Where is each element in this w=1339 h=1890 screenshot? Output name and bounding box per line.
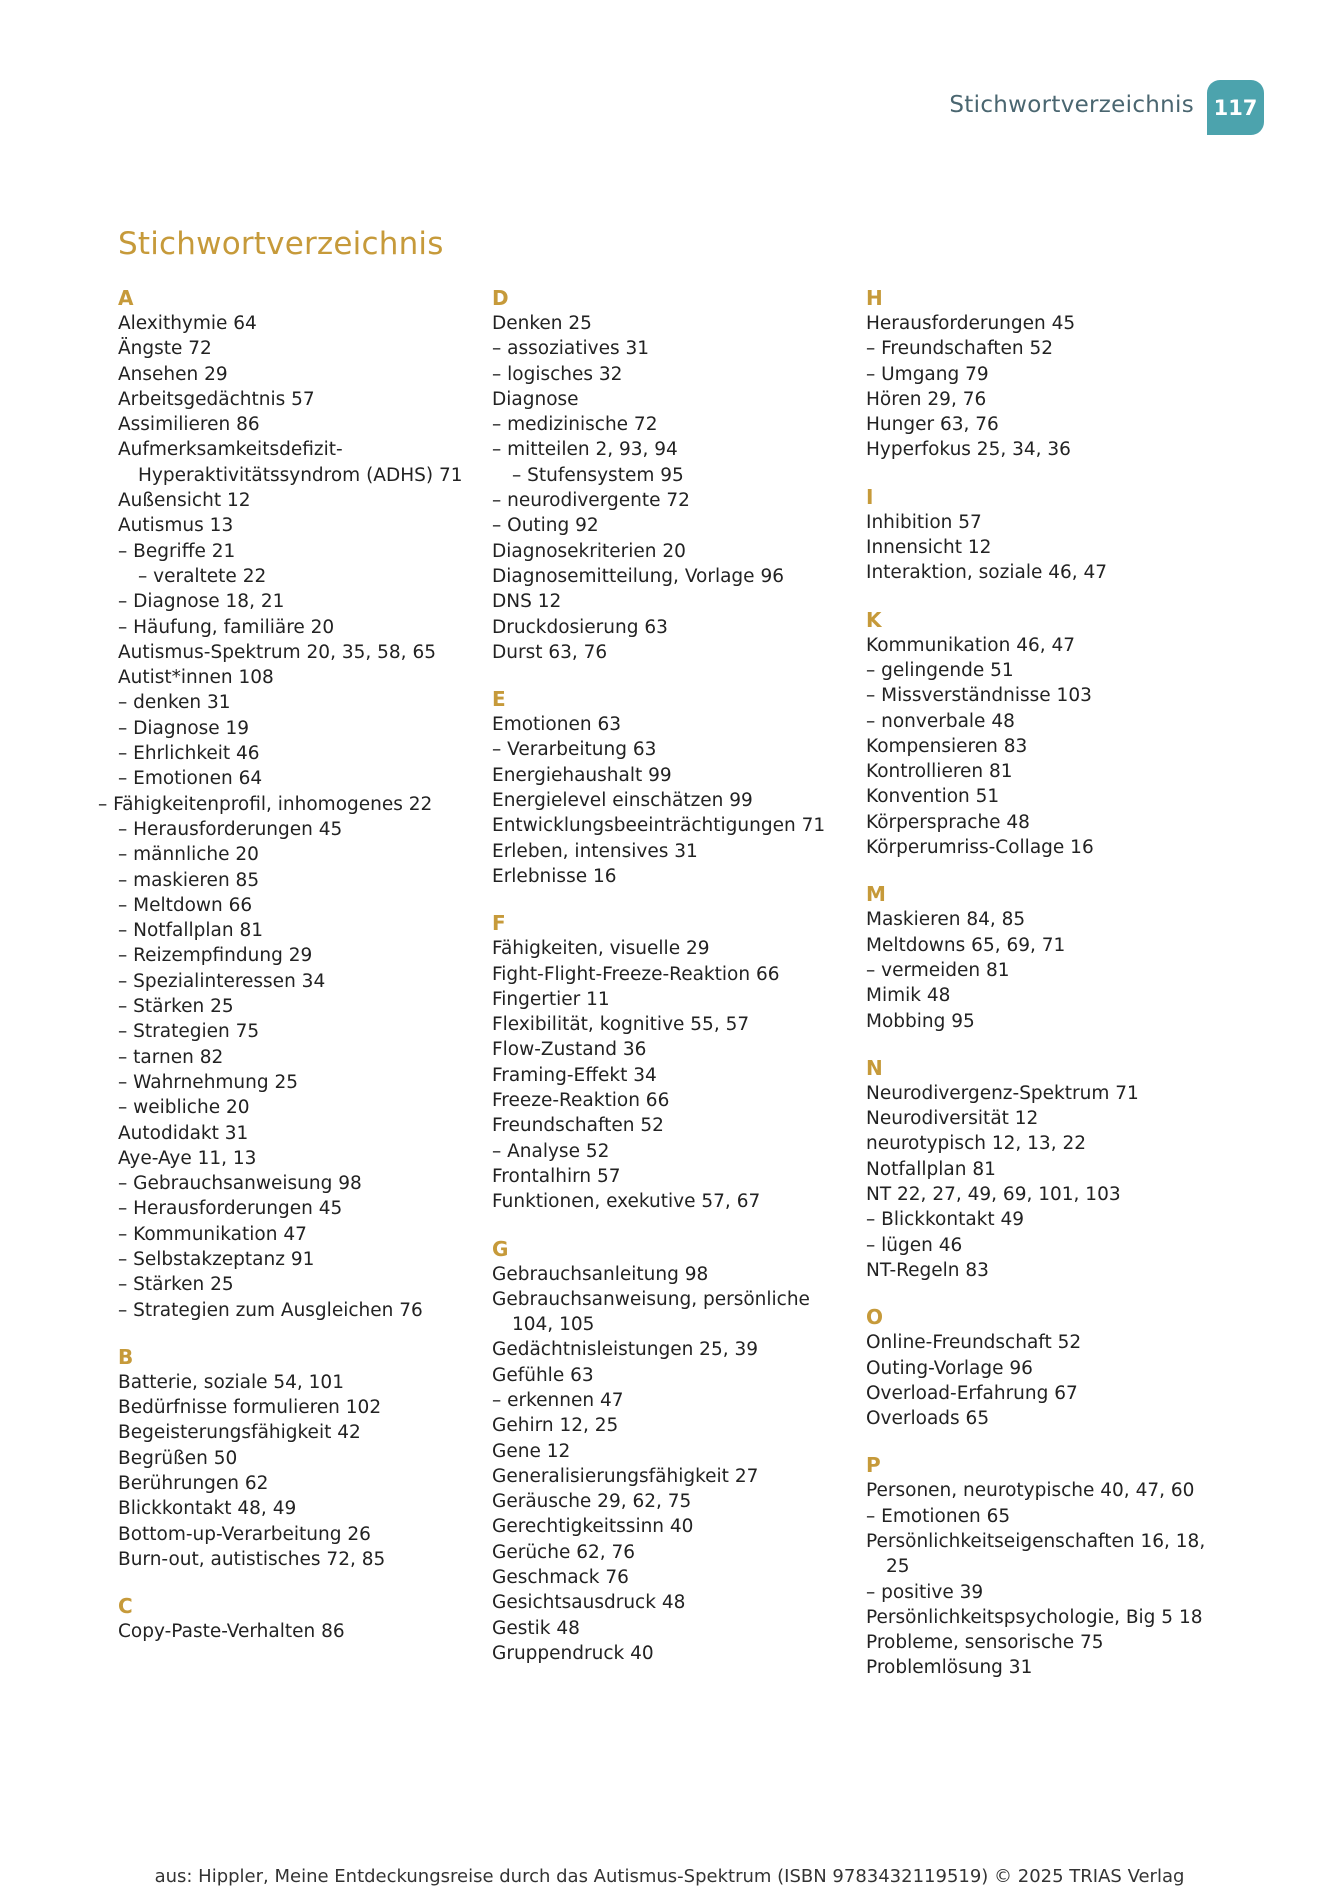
index-entry: Copy-Paste-Verhalten 86	[118, 1621, 345, 1643]
index-entry: Problemlösung 31	[866, 1657, 1033, 1679]
index-subentry: – Diagnose 19	[118, 717, 250, 739]
index-column-3	[866, 286, 1226, 1703]
index-entry: Framing-Effekt 34	[492, 1064, 657, 1086]
index-entry: Persönlichkeitspsychologie, Big 5 18	[866, 1606, 1203, 1628]
index-section-d	[492, 286, 852, 665]
index-subentry: – Kommunikation 47	[118, 1223, 307, 1245]
index-subentry: – Ehrlichkeit 46	[118, 743, 260, 765]
index-entry: Erleben, intensives 31	[492, 840, 698, 862]
index-entry: Freundschaften 52	[492, 1115, 664, 1137]
index-subentry: – Reizempfindung 29	[118, 945, 313, 967]
index-entry: Burn-out, autistisches 72, 85	[118, 1548, 386, 1570]
index-entry: Begrüßen 50	[118, 1447, 238, 1469]
index-entry: Autodidakt 31	[118, 1122, 249, 1144]
index-entry: Erlebnisse 16	[492, 865, 617, 887]
section-letter: B	[118, 1344, 134, 1369]
index-entry: Hören 29, 76	[866, 388, 987, 410]
index-entry: Entwicklungsbeeinträchtigungen 71	[492, 815, 826, 837]
index-entry: NT-Regeln 83	[866, 1259, 989, 1281]
index-entry: Overloads 65	[866, 1408, 990, 1430]
index-subentry: – Stufensystem 95	[512, 464, 684, 486]
index-entry: Druckdosierung 63	[492, 616, 668, 638]
index-section-k	[866, 608, 1226, 861]
index-entry: Mimik 48	[866, 985, 951, 1007]
index-entry: DNS 12	[492, 591, 562, 613]
index-entry: Aufmerksamkeitsdefizit-Hyperaktivitätssyndrom (ADHS) 71	[118, 439, 463, 486]
index-subentry: – lügen 46	[866, 1234, 963, 1256]
section-letter: F	[492, 911, 506, 936]
index-subentry: – neurodivergente 72	[492, 490, 690, 512]
section-letter: D	[492, 286, 509, 310]
index-subentry: – Strategien zum Ausgleichen 76	[118, 1299, 423, 1321]
index-entry: Diagnosekriterien 20	[492, 540, 686, 562]
index-subentry: – Meltdown 66	[118, 894, 253, 916]
index-entry: Mobbing 95	[866, 1010, 975, 1032]
index-entry: Energiehaushalt 99	[492, 764, 672, 786]
index-subentry: – logisches 32	[492, 363, 623, 385]
index-subentry: – Umgang 79	[866, 363, 989, 385]
index-section-f	[492, 911, 852, 1214]
index-subentry: – denken 31	[118, 692, 231, 714]
index-entry: Kontrollieren 81	[866, 761, 1013, 783]
index-entry: Emotionen 63	[492, 714, 621, 736]
index-entry: Fähigkeiten, visuelle 29	[492, 938, 710, 960]
section-letter: P	[866, 1453, 881, 1478]
index-section-n	[866, 1056, 1226, 1283]
index-entry: Meltdowns 65, 69, 71	[866, 934, 1066, 956]
running-header-title: Stichwortverzeichnis	[949, 92, 1194, 118]
index-entry: NT 22, 27, 49, 69, 101, 103	[866, 1184, 1121, 1206]
section-letter: A	[118, 286, 134, 310]
index-subentry: – gelingende 51	[866, 659, 1014, 681]
index-entry: Diagnosemitteilung, Vorlage 96	[492, 565, 784, 587]
index-subentry: – Wahrnehmung 25	[118, 1071, 299, 1093]
index-section-a	[98, 286, 478, 1323]
copyright-footer: aus: Hippler, Meine Entdeckungsreise durch das Autismus-Spektrum (ISBN 9783432119519) © 2025 TRIAS Verlag	[154, 1866, 1185, 1887]
index-entry: Arbeitsgedächtnis 57	[118, 388, 315, 410]
index-entry: Herausforderungen 45	[866, 313, 1076, 334]
index-entry: Geräusche 29, 62, 75	[492, 1491, 692, 1513]
index-subentry: – mitteilen 2, 93, 94	[492, 439, 678, 461]
index-entry: Gedächtnisleistungen 25, 39	[492, 1339, 759, 1361]
section-letter: N	[866, 1055, 883, 1080]
section-letter: H	[866, 286, 883, 310]
index-entry: Gene 12	[492, 1440, 571, 1462]
index-subentry: – Blickkontakt 49	[866, 1209, 1025, 1231]
index-entry: Berührungen 62	[118, 1473, 269, 1495]
index-subentry: – Notfallplan 81	[118, 920, 264, 942]
index-subentry: – Outing 92	[492, 515, 599, 537]
index-entry: Ängste 72	[118, 338, 212, 360]
index-entry: Autismus-Spektrum 20, 35, 58, 65	[118, 641, 436, 663]
index-section-o	[866, 1305, 1226, 1431]
index-section-p	[866, 1453, 1226, 1680]
index-entry: Neurodivergenz-Spektrum 71	[866, 1082, 1139, 1104]
index-entry: Energielevel einschätzen 99	[492, 790, 753, 812]
index-entry: Generalisierungsfähigkeit 27	[492, 1465, 759, 1487]
index-entry: Gerüche 62, 76	[492, 1541, 636, 1563]
index-entry: Flexibilität, kognitive 55, 57	[492, 1014, 750, 1036]
index-entry: Körperumriss-Collage 16	[866, 837, 1094, 859]
index-entry: Assimilieren 86	[118, 414, 260, 436]
index-entry: Durst 63, 76	[492, 641, 608, 663]
index-entry: Overload-Erfahrung 67	[866, 1382, 1078, 1404]
index-entry: Fight-Flight-Freeze-Reaktion 66	[492, 963, 780, 985]
index-subentry: – männliche 20	[118, 844, 259, 866]
index-subentry: – Gebrauchsanweisung 98	[118, 1173, 362, 1195]
index-entry: Funktionen, exekutive 57, 67	[492, 1191, 761, 1213]
index-entry: Frontalhirn 57	[492, 1165, 621, 1187]
index-entry: Geschmack 76	[492, 1567, 629, 1589]
index-column-2	[492, 286, 852, 1688]
index-subentry: – Emotionen 65	[866, 1505, 1011, 1527]
section-letter: M	[866, 882, 886, 907]
index-entry: Gestik 48	[492, 1617, 580, 1639]
section-letter: K	[866, 607, 882, 632]
index-subentry: – Selbstakzeptanz 91	[118, 1248, 315, 1270]
index-entry: Kommunikation 46, 47	[866, 634, 1076, 656]
index-entry: Autismus 13	[118, 515, 234, 537]
index-entry: Gerechtigkeitssinn 40	[492, 1516, 694, 1538]
page-title: Stichwortverzeichnis	[118, 226, 444, 262]
index-entry: Gruppendruck 40	[492, 1642, 654, 1664]
index-entry: Gebrauchsanleitung 98	[492, 1263, 709, 1285]
section-letter: I	[866, 484, 874, 509]
index-subentry: – Fähigkeitenprofil, inhomogenes 22	[98, 793, 433, 815]
index-entry: neurotypisch 12, 13, 22	[866, 1133, 1086, 1155]
index-subentry: – Emotionen 64	[118, 768, 263, 790]
index-entry: Freeze-Reaktion 66	[492, 1090, 670, 1112]
index-entry: Gefühle 63	[492, 1364, 594, 1386]
index-entry: Notfallplan 81	[866, 1158, 996, 1180]
index-subentry: – Missverständnisse 103	[866, 685, 1092, 707]
index-entry: Alexithymie 64	[118, 313, 257, 334]
index-subentry: – weibliche 20	[118, 1097, 250, 1119]
index-entry: Denken 25	[492, 313, 592, 334]
index-section-b	[118, 1345, 478, 1572]
index-subentry: – positive 39	[866, 1581, 984, 1603]
index-entry: Hunger 63, 76	[866, 414, 999, 436]
section-letter: C	[118, 1594, 133, 1619]
index-entry: Kompensieren 83	[866, 735, 1028, 757]
index-entry: Neurodiversität 12	[866, 1108, 1039, 1130]
index-entry: Außensicht 12	[118, 490, 251, 512]
index-entry: Aye-Aye 11, 13	[118, 1147, 257, 1169]
index-entry: Körpersprache 48	[866, 811, 1030, 833]
index-section-e	[492, 687, 852, 889]
index-section-i	[866, 485, 1226, 586]
index-subentry: – tarnen 82	[118, 1046, 224, 1068]
index-entry: Outing-Vorlage 96	[866, 1357, 1033, 1379]
index-subentry: – Stärken 25	[118, 996, 234, 1018]
index-section-c	[118, 1594, 478, 1644]
index-subentry: – Herausforderungen 45	[118, 818, 343, 840]
index-entry: Innensicht 12	[866, 537, 992, 559]
index-entry: Begeisterungsfähigkeit 42	[118, 1422, 361, 1444]
index-subentry: – Häufung, familiäre 20	[118, 616, 335, 638]
index-subentry: – Diagnose 18, 21	[118, 591, 285, 613]
index-entry: Ansehen 29	[118, 363, 228, 385]
index-entry: Flow-Zustand 36	[492, 1039, 647, 1061]
index-subentry: – Strategien 75	[118, 1021, 260, 1043]
index-entry: Gesichtsausdruck 48	[492, 1592, 686, 1614]
index-subentry: – assoziatives 31	[492, 338, 650, 360]
index-subentry: – Verarbeitung 63	[492, 739, 657, 761]
index-subentry: – erkennen 47	[492, 1389, 624, 1411]
index-entry: Bottom-up-Verarbeitung 26	[118, 1523, 371, 1545]
index-subentry: – Stärken 25	[118, 1274, 234, 1296]
index-entry: Gebrauchsanweisung, persönliche 104, 105	[492, 1288, 810, 1336]
section-letter: G	[492, 1236, 509, 1261]
index-entry: Persönlichkeitseigenschaften 16, 18, 25	[866, 1530, 1206, 1578]
section-letter: O	[866, 1305, 884, 1330]
index-column-1	[98, 286, 478, 1667]
index-subentry: – Freundschaften 52	[866, 338, 1054, 360]
index-entry: Interaktion, soziale 46, 47	[866, 562, 1108, 584]
index-subentry: – maskieren 85	[118, 869, 260, 891]
index-subentry: – Analyse 52	[492, 1140, 610, 1162]
index-subentry: – veraltete 22	[138, 565, 267, 587]
index-section-m	[866, 882, 1226, 1033]
index-entry: Gehirn 12, 25	[492, 1415, 619, 1437]
index-entry: Probleme, sensorische 75	[866, 1632, 1104, 1654]
index-subentry: – Herausforderungen 45	[118, 1198, 343, 1220]
index-entry: Personen, neurotypische 40, 47, 60	[866, 1480, 1195, 1502]
index-subentry: – Begriffe 21	[118, 540, 236, 562]
index-subentry: – Spezialinteressen 34	[118, 970, 326, 992]
page-number-badge: 117	[1207, 80, 1264, 135]
index-entry: Autist*innen 108	[118, 667, 274, 689]
index-entry: Batterie, soziale 54, 101	[118, 1371, 344, 1393]
index-subentry: – vermeiden 81	[866, 959, 1010, 981]
index-entry: Online-Freundschaft 52	[866, 1332, 1082, 1354]
index-entry: Bedürfnisse formulieren 102	[118, 1397, 382, 1419]
index-entry: Diagnose	[492, 388, 579, 410]
index-section-h	[866, 286, 1226, 463]
index-entry: Konvention 51	[866, 786, 1000, 808]
index-entry: Blickkontakt 48, 49	[118, 1498, 297, 1520]
index-section-g	[492, 1237, 852, 1667]
index-entry: Fingertier 11	[492, 988, 610, 1010]
index-entry: Maskieren 84, 85	[866, 909, 1026, 931]
index-entry: Inhibition 57	[866, 511, 982, 533]
section-letter: E	[492, 687, 506, 712]
index-subentry: – nonverbale 48	[866, 710, 1015, 732]
index-subentry: – medizinische 72	[492, 414, 658, 436]
index-entry: Hyperfokus 25, 34, 36	[866, 439, 1071, 461]
